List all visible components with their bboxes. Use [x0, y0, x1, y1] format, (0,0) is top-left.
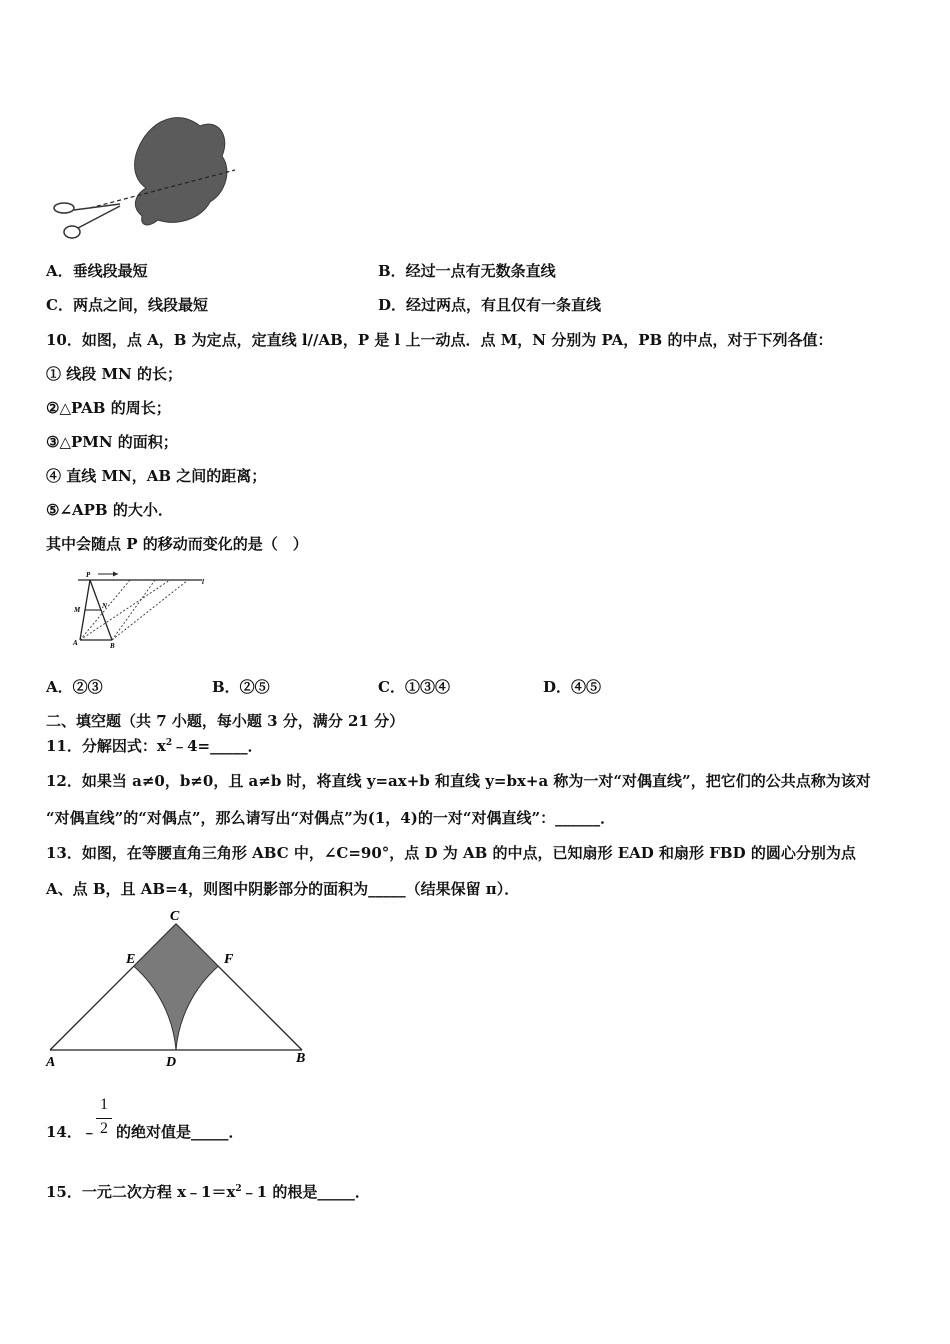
q13-line-1: 13．如图，在等腰直角三角形 ABC 中，∠C=90°，点 D 为 AB 的中点，已知扇形 EAD 和扇形 FBD 的圆心分别为点	[46, 844, 856, 862]
q14-fraction-bar	[96, 1118, 112, 1119]
scissors-handle-bottom	[64, 226, 80, 238]
label-f: F	[224, 952, 234, 967]
label-b: B	[296, 1051, 306, 1066]
label-a: A	[73, 639, 78, 647]
label-n: N	[102, 602, 108, 610]
q10-item-4: ④ 直线 MN，AB 之间的距离；	[46, 467, 267, 485]
q13-line-2: A、点 B，且 AB=4，则图中阴影部分的面积为_____（结果保留 π）．	[46, 880, 520, 898]
q9-option-a: A．垂线段最短	[46, 262, 148, 280]
leaf-scissors-figure	[50, 108, 240, 248]
q15-exponent: 2	[235, 1184, 242, 1194]
label-m: M	[74, 606, 81, 614]
q14-numerator: 1	[100, 1096, 108, 1113]
q11-prefix: 11．分解因式：x	[46, 737, 166, 755]
q10-stem: 10．如图，点 A，B 为定点，定直线 l//AB，P 是 l 上一动点．点 M，N 分别为 PA，PB 的中点，对于下列各值：	[46, 331, 833, 349]
q12-line-2: “对偶直线”的“对偶点”，那么请写出“对偶点”为(1，4)的一对“对偶直线”：______．	[46, 809, 616, 827]
scissors-handle-top	[54, 203, 74, 213]
q10-item-5: ⑤∠APB 的大小．	[46, 501, 173, 519]
q11-exponent: 2	[165, 738, 173, 748]
label-a: A	[46, 1055, 56, 1070]
label-e: E	[126, 952, 136, 967]
q9-option-c: C．两点之间，线段最短	[46, 296, 208, 314]
q10-item-2: ②△PAB 的周长；	[46, 399, 171, 417]
arrow-head	[113, 572, 118, 577]
q10-item-3: ③△PMN 的面积；	[46, 433, 178, 451]
q9-option-b: B．经过一点有无数条直线	[378, 262, 556, 280]
q15-suffix: ﹣1 的根是_____．	[241, 1183, 370, 1201]
q14-denominator: 2	[100, 1120, 108, 1137]
dashed-4	[112, 580, 188, 640]
label-d: D	[166, 1055, 177, 1070]
q10-option-a: A．②③	[46, 678, 103, 696]
q10-figure	[70, 568, 210, 650]
q9-option-d: D．经过两点，有且仅有一条直线	[378, 296, 602, 314]
label-b: B	[110, 642, 115, 650]
q13-figure	[40, 905, 315, 1070]
label-l: l	[202, 578, 204, 586]
q10-item-1: ① 线段 MN 的长；	[46, 365, 182, 383]
shaded-region	[134, 924, 218, 1050]
q10-option-c: C．①③④	[378, 678, 450, 696]
scissors-blades	[74, 204, 120, 228]
q14-suffix: 的绝对值是_____．	[116, 1123, 244, 1141]
q11-suffix: ﹣4=_____．	[172, 737, 263, 755]
leaf-shape	[135, 118, 227, 225]
q15-prefix: 15．一元二次方程 x﹣1＝x	[46, 1183, 236, 1201]
q10-option-b: B．②⑤	[212, 678, 270, 696]
q11	[46, 736, 263, 756]
dashed-2	[112, 580, 155, 640]
q12-line-1: 12．如果当 a≠0，b≠0，且 a≠b 时，将直线 y=ax+b 和直线 y=bx+a 称为一对“对偶直线”，把它们的公共点称为该对	[46, 772, 871, 790]
section-heading: 二、填空题（共 7 小题，每小题 3 分，满分 21 分）	[46, 712, 405, 730]
q14-prefix: 14．﹣	[46, 1123, 97, 1141]
q10-question: 其中会随点 P 的移动而变化的是（ ）	[46, 535, 308, 553]
q15	[46, 1182, 370, 1202]
q10-option-d: D．④⑤	[543, 678, 602, 696]
label-p: P	[86, 571, 91, 579]
label-c: C	[170, 909, 180, 924]
